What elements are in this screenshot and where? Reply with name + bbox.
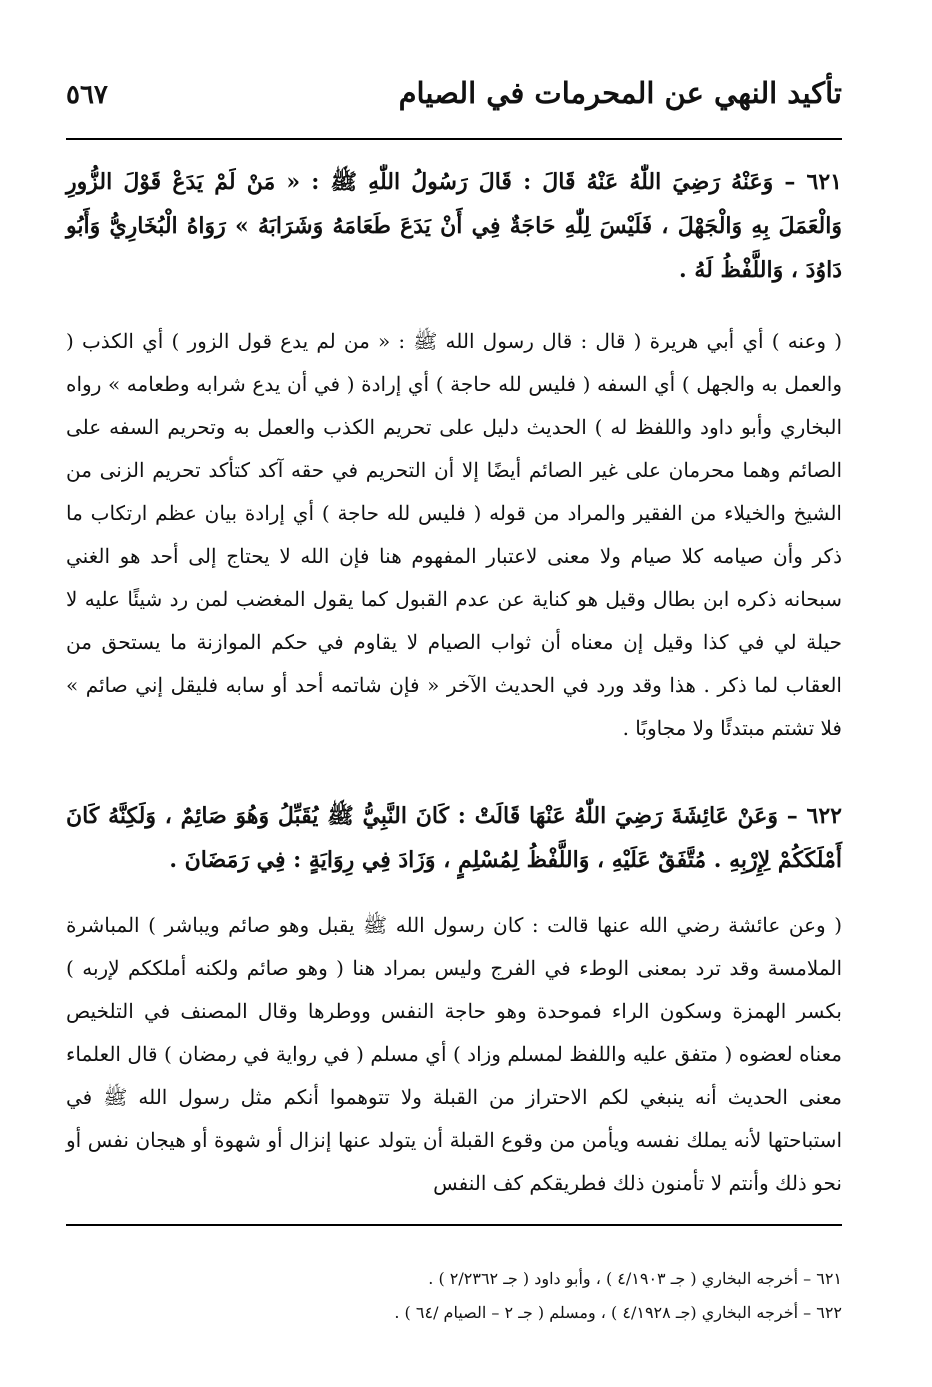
- page-title: تأكيد النهي عن المحرمات في الصيام: [398, 76, 842, 110]
- commentary-622: ( وعن عائشة رضي الله عنها قالت : كان رسول الله ﷺ يقبل وهو صائم ويباشر ) المباشرة الملامسة وقد ترد بمعنى الوطء في الفرج وليس بمراد هنا ( وهو صائم ولكنه أملككم لإربه ) بكسر الهمزة وسكون الراء فموحدة وهو حاجة النفس ووطرها وقال المصنف في التلخيص معناه لعضوه ( متفق عليه واللفظ لمسلم وزاد ) أي مسلم ( في رواية في رمضان ) قال العلماء معنى الحديث أنه ينبغي لكم الاحتراز من القبلة ولا تتوهموا أنكم مثل رسول الله ﷺ في استباحتها لأنه يملك نفسه ويأمن من وقوع القبلة أن يتولد عنها إنزال أو شهوة أو هيجان نفس أو نحو ذلك وأنتم لا تأمنون ذلك فطريقكم كف النفس: [66, 913, 842, 1195]
- page-header: [66, 76, 842, 124]
- commentary-621: ( وعنه ) أي أبي هريرة ( قال : قال رسول الله ﷺ : « من لم يدع قول الزور ) أي الكذب ( والعمل به والجهل ) أي السفه ( فليس لله حاجة ) أي إرادة ( في أن يدع شرابه وطعامه » رواه البخاري وأبو داود واللفظ له ) الحديث دليل على تحريم الكذب والعمل به وتحريم السفه على الصائم وهما محرمان على غير الصائم أيضًا إلا أن التحريم في حقه آكد كتأكد تحريم الزنى من الشيخ والخيلاء من الفقير والمراد من قوله ( فليس لله حاجة ) أي إرادة بيان عظم ارتكاب ما ذكر وأن صيامه كلا صيام ولا معنى لاعتبار المفهوم هنا فإن الله لا يحتاج إلى أحد هو الغني سبحانه ذكره ابن بطال وقيل هو كناية عن عدم القبول كما يقول المغضب لمن رد شيئًا عليه لا حيلة لي في كذا وقيل إن معناه أن ثواب الصيام لا يقاوم في حكم الموازنة ما يستحق من العقاب لما ذكر . هذا وقد ورد في الحديث الآخر « فإن شاتمه أحد أو سابه فليقل إني صائم » فلا تشتم مبتدئًا ولا مجاوبًا .: [66, 329, 842, 740]
- header-divider: [66, 138, 842, 140]
- footnotes: [66, 1262, 842, 1330]
- hadith-622: ٦٢٢ – وَعَنْ عَائِشَةَ رَضِيَ اللّٰهُ عَنْهَا قَالَتْ : كَانَ النَّبِيُّ ﷺ يُقَبِّلُ وَهُوَ صَائِمٌ ، وَلَكِنَّهُ كَانَ أَمْلَكَكُمْ لِإِرْبِهِ . مُتَّفَقٌ عَلَيْهِ ، وَاللَّفْظُ لِمُسْلِمٍ ، وَزَادَ فِي رِوَايَةٍ : فِي رَمَضَانَ .: [66, 803, 842, 873]
- footnote-622: ٦٢٢ – أخرجه البخاري (جـ ٤/١٩٢٨ ) ، ومسلم ( جـ ٢ – الصيام /٦٤ ) .: [394, 1303, 842, 1322]
- footnote-divider: [66, 1224, 842, 1226]
- hadith-621: ٦٢١ – وَعَنْهُ رَضِيَ اللّٰهُ عَنْهُ قَالَ : قَالَ رَسُولُ اللّٰهِ ﷺ : « مَنْ لَمْ يَدَعْ قَوْلَ الزُّورِ وَالْعَمَلَ بِهِ وَالْجَهْلَ ، فَلَيْسَ لِلّٰهِ حَاجَةٌ فِي أَنْ يَدَعَ طَعَامَهُ وَشَرَابَهُ » رَوَاهُ الْبُخَارِيُّ وَأَبُو دَاوُدَ ، وَاللَّفْظُ لَهُ .: [66, 169, 842, 283]
- footnote-621: ٦٢١ – أخرجه البخاري ( جـ ٤/١٩٠٣ ) ، وأبو داود ( جـ ٢/٢٣٦٢ ) .: [428, 1269, 842, 1288]
- page-number: ٥٦٧: [66, 80, 108, 110]
